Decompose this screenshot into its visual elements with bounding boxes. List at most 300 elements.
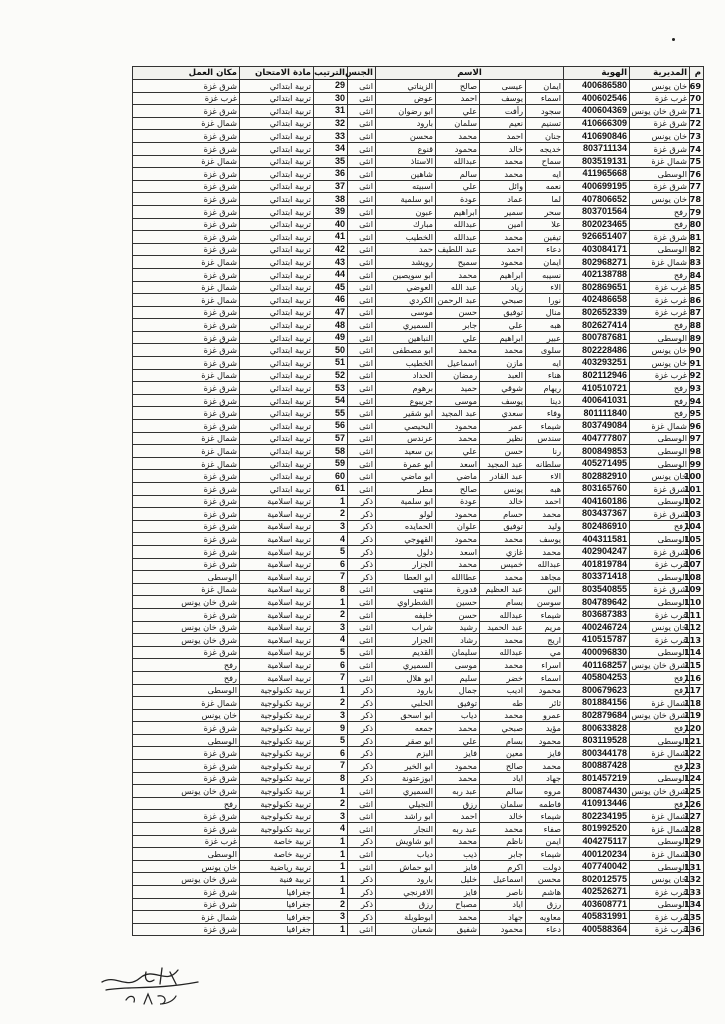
subject-cell: تربية تكنولوجية	[240, 734, 314, 747]
first-name-cell: ايه	[526, 357, 564, 370]
table-row	[133, 608, 704, 621]
header-workplace: مكان العمل	[133, 67, 240, 80]
row-number: 104	[690, 520, 704, 533]
row-number: 112	[690, 621, 704, 634]
directorate-cell: شرق غزة	[630, 180, 690, 193]
subject-cell: تربية اسلامية	[240, 558, 314, 571]
father-name-cell: عبد الحميد	[480, 621, 526, 634]
grandfather-name-cell: علي	[436, 331, 480, 344]
id-number-cell: 400602546	[564, 92, 630, 105]
id-number-cell: 800633828	[564, 722, 630, 735]
workplace-cell: شرق غزة	[133, 80, 240, 93]
directorate-cell: رفح	[630, 319, 690, 332]
table-row	[133, 571, 704, 584]
directorate-cell: رفح	[630, 382, 690, 395]
id-number-cell: 802228486	[564, 344, 630, 357]
subject-cell: تربية تكنولوجية	[240, 760, 314, 773]
gender-cell: انثى	[348, 268, 376, 281]
grandfather-name-cell: محمد	[436, 722, 480, 735]
rank-cell: 2	[314, 797, 348, 810]
rank-cell: 3	[314, 520, 348, 533]
id-number-cell: 400641031	[564, 394, 630, 407]
workplace-cell: شرق غزة	[133, 495, 240, 508]
grandfather-name-cell: حميد	[436, 382, 480, 395]
father-name-cell: عبد القادر	[480, 470, 526, 483]
table-row	[133, 205, 704, 218]
directorate-cell: الوسطى	[630, 432, 690, 445]
grandfather-name-cell: علي	[436, 105, 480, 118]
row-number: 85	[690, 281, 704, 294]
table-row	[133, 596, 704, 609]
rank-cell: 4	[314, 533, 348, 546]
family-name-cell: بارود	[376, 117, 436, 130]
row-number: 84	[690, 268, 704, 281]
rank-cell: 1	[314, 495, 348, 508]
id-number-cell: 405831991	[564, 911, 630, 924]
table-row	[133, 470, 704, 483]
grandfather-name-cell: محمود	[436, 760, 480, 773]
id-number-cell: 411965668	[564, 168, 630, 181]
header-directorate: المديرية	[630, 67, 690, 80]
id-number-cell: 803119528	[564, 734, 630, 747]
first-name-cell: شيماء	[526, 810, 564, 823]
rank-cell: 61	[314, 483, 348, 496]
workplace-cell: شرق غزة	[133, 420, 240, 433]
father-name-cell: حسام	[480, 508, 526, 521]
grandfather-name-cell: صالح	[436, 483, 480, 496]
first-name-cell: مروه	[526, 785, 564, 798]
directorate-cell: شرق غزة	[630, 483, 690, 496]
first-name-cell: لما	[526, 193, 564, 206]
father-name-cell: سمير	[480, 205, 526, 218]
family-name-cell: ابو سلمية	[376, 193, 436, 206]
rank-cell: 29	[314, 80, 348, 93]
row-number: 101	[690, 483, 704, 496]
row-number: 107	[690, 558, 704, 571]
workplace-cell: شرق غزة	[133, 218, 240, 231]
directorate-cell: خان يونس	[630, 621, 690, 634]
row-number: 94	[690, 394, 704, 407]
directorate-cell: الوسطى	[630, 243, 690, 256]
first-name-cell: عمرو	[526, 709, 564, 722]
directorate-cell: غرب غزة	[630, 608, 690, 621]
father-name-cell: محمد	[480, 571, 526, 584]
first-name-cell: دعاء	[526, 923, 564, 936]
workplace-cell: شرق غزة	[133, 142, 240, 155]
first-name-cell: محمد	[526, 545, 564, 558]
grandfather-name-cell: اسعد	[436, 545, 480, 558]
row-number: 113	[690, 634, 704, 647]
family-name-cell: ابو ماضي	[376, 470, 436, 483]
directorate-cell: خان يونس	[630, 873, 690, 886]
workplace-cell: شمال غزة	[133, 294, 240, 307]
table-row	[133, 281, 704, 294]
workplace-cell: الوسطى	[133, 734, 240, 747]
id-number-cell: 804789642	[564, 596, 630, 609]
father-name-cell: جابر	[480, 848, 526, 861]
directorate-cell: شرق غزة	[630, 142, 690, 155]
row-number: 116	[690, 671, 704, 684]
first-name-cell: احمد	[526, 495, 564, 508]
rank-cell: 52	[314, 369, 348, 382]
id-number-cell: 400120234	[564, 848, 630, 861]
id-number-cell: 407806652	[564, 193, 630, 206]
family-name-cell: ابو صقر	[376, 734, 436, 747]
rank-cell: 57	[314, 432, 348, 445]
table-row	[133, 130, 704, 143]
grandfather-name-cell: مصباح	[436, 898, 480, 911]
gender-cell: انثى	[348, 621, 376, 634]
row-number: 132	[690, 873, 704, 886]
first-name-cell: ثائر	[526, 697, 564, 710]
directorate-cell: رفح	[630, 218, 690, 231]
table-row	[133, 797, 704, 810]
grandfather-name-cell: عبد ربه	[436, 823, 480, 836]
grandfather-name-cell: عبد ربه	[436, 785, 480, 798]
table-row	[133, 911, 704, 924]
family-name-cell: الحلبي	[376, 697, 436, 710]
subject-cell: تربية اسلامية	[240, 571, 314, 584]
gender-cell: انثى	[348, 432, 376, 445]
table-row	[133, 168, 704, 181]
grandfather-name-cell: عبد الرحمن	[436, 294, 480, 307]
first-name-cell: شيماء	[526, 420, 564, 433]
row-number: 70	[690, 92, 704, 105]
id-number-cell: 801992520	[564, 823, 630, 836]
directorate-cell: رفح	[630, 797, 690, 810]
gender-cell: انثى	[348, 180, 376, 193]
directorate-cell: غرب غزة	[630, 558, 690, 571]
first-name-cell: سماح	[526, 155, 564, 168]
gender-cell: ذكر	[348, 571, 376, 584]
grandfather-name-cell: ماضي	[436, 470, 480, 483]
workplace-cell: شمال غزة	[133, 432, 240, 445]
subject-cell: تربية تكنولوجية	[240, 709, 314, 722]
subject-cell: تربية تكنولوجية	[240, 797, 314, 810]
gender-cell: انثى	[348, 92, 376, 105]
directorate-cell: خان يونس	[630, 80, 690, 93]
family-name-cell: مبارك	[376, 218, 436, 231]
directorate-cell: رفح	[630, 205, 690, 218]
first-name-cell: جنان	[526, 130, 564, 143]
family-name-cell: ابو شاويش	[376, 835, 436, 848]
rank-cell: 1	[314, 873, 348, 886]
gender-cell: انثى	[348, 420, 376, 433]
gender-cell: انثى	[348, 382, 376, 395]
rank-cell: 35	[314, 155, 348, 168]
grandfather-name-cell: جابر	[436, 319, 480, 332]
table-row	[133, 848, 704, 861]
row-number: 95	[690, 407, 704, 420]
row-number: 99	[690, 457, 704, 470]
subject-cell: تربية تكنولوجية	[240, 722, 314, 735]
grandfather-name-cell: محمود	[436, 508, 480, 521]
gender-cell: انثى	[348, 659, 376, 672]
family-name-cell: ابو سلمية	[376, 495, 436, 508]
family-name-cell: الخطيب	[376, 231, 436, 244]
gender-cell: انثى	[348, 344, 376, 357]
gender-cell: انثى	[348, 596, 376, 609]
gender-cell: انثى	[348, 848, 376, 861]
first-name-cell: مريم	[526, 621, 564, 634]
grandfather-name-cell: فايز	[436, 860, 480, 873]
directorate-cell: غرب غزة	[630, 306, 690, 319]
id-number-cell: 403293251	[564, 357, 630, 370]
gender-cell: انثى	[348, 80, 376, 93]
table-row	[133, 684, 704, 697]
father-name-cell: نعيم	[480, 117, 526, 130]
directorate-cell: شرق خان يونس	[630, 785, 690, 798]
first-name-cell: يوسف	[526, 533, 564, 546]
workplace-cell: شرق غزة	[133, 520, 240, 533]
gender-cell: انثى	[348, 407, 376, 420]
gender-cell: انثى	[348, 797, 376, 810]
workplace-cell: شرق غزة	[133, 130, 240, 143]
family-name-cell: السميري	[376, 785, 436, 798]
family-name-cell: قنوع	[376, 142, 436, 155]
id-number-cell: 802869651	[564, 281, 630, 294]
grandfather-name-cell: دياب	[436, 709, 480, 722]
row-number: 109	[690, 583, 704, 596]
family-name-cell: عرندس	[376, 432, 436, 445]
gender-cell: انثى	[348, 105, 376, 118]
first-name-cell: اريج	[526, 634, 564, 647]
first-name-cell: هاشم	[526, 886, 564, 899]
father-name-cell: يوسف	[480, 92, 526, 105]
gender-cell: انثى	[348, 860, 376, 873]
handwritten-signature	[96, 960, 206, 1008]
grandfather-name-cell: سليمان	[436, 646, 480, 659]
table-row	[133, 898, 704, 911]
first-name-cell: الاء	[526, 470, 564, 483]
family-name-cell: الزيناتي	[376, 80, 436, 93]
subject-cell: تربية ابتدائي	[240, 357, 314, 370]
table-row	[133, 785, 704, 798]
id-number-cell: 402526271	[564, 886, 630, 899]
directorate-cell: الوسطى	[630, 533, 690, 546]
family-name-cell: دياب	[376, 848, 436, 861]
first-name-cell: سجود	[526, 105, 564, 118]
family-name-cell: البزم	[376, 747, 436, 760]
gender-cell: ذكر	[348, 835, 376, 848]
directorate-cell: الوسطى	[630, 898, 690, 911]
subject-cell: تربية اسلامية	[240, 533, 314, 546]
family-name-cell: ابوطويلة	[376, 911, 436, 924]
subject-cell: تربية ابتدائي	[240, 319, 314, 332]
workplace-cell: شرق غزة	[133, 823, 240, 836]
first-name-cell: هبه	[526, 319, 564, 332]
directorate-cell: شمال غزة	[630, 810, 690, 823]
table-row	[133, 671, 704, 684]
row-number: 89	[690, 331, 704, 344]
rank-cell: 6	[314, 558, 348, 571]
gender-cell: انثى	[348, 445, 376, 458]
directorate-cell: شمال غزة	[630, 155, 690, 168]
rank-cell: 37	[314, 180, 348, 193]
id-number-cell: 802112946	[564, 369, 630, 382]
rank-cell: 2	[314, 697, 348, 710]
rank-cell: 33	[314, 130, 348, 143]
family-name-cell: موسى	[376, 306, 436, 319]
gender-cell: انثى	[348, 218, 376, 231]
id-number-cell: 405804253	[564, 671, 630, 684]
row-number: 127	[690, 810, 704, 823]
rank-cell: 2	[314, 508, 348, 521]
row-number: 96	[690, 420, 704, 433]
rank-cell: 38	[314, 193, 348, 206]
rank-cell: 31	[314, 105, 348, 118]
father-name-cell: بسام	[480, 734, 526, 747]
grandfather-name-cell: رمضان	[436, 369, 480, 382]
directorate-cell: الوسطى	[630, 445, 690, 458]
father-name-cell: ابراهيم	[480, 331, 526, 344]
family-name-cell: ابو الخير	[376, 760, 436, 773]
row-number: 78	[690, 193, 704, 206]
father-name-cell: محمود	[480, 256, 526, 269]
rank-cell: 1	[314, 596, 348, 609]
subject-cell: تربية اسلامية	[240, 634, 314, 647]
grandfather-name-cell: توفيق	[436, 697, 480, 710]
rank-cell: 7	[314, 571, 348, 584]
grandfather-name-cell: علي	[436, 734, 480, 747]
family-name-cell: الجزار	[376, 558, 436, 571]
table-row	[133, 180, 704, 193]
father-name-cell: محمد	[480, 634, 526, 647]
rank-cell: 1	[314, 684, 348, 697]
workplace-cell: شرق غزة	[133, 205, 240, 218]
first-name-cell: عبدالله	[526, 558, 564, 571]
table-row	[133, 697, 704, 710]
family-name-cell: الاستاذ	[376, 155, 436, 168]
id-number-cell: 800874430	[564, 785, 630, 798]
row-number: 130	[690, 848, 704, 861]
directorate-cell: خان يونس	[630, 344, 690, 357]
row-number: 106	[690, 545, 704, 558]
gender-cell: انثى	[348, 671, 376, 684]
id-number-cell: 801457219	[564, 772, 630, 785]
father-name-cell: محمد	[480, 823, 526, 836]
row-number: 73	[690, 130, 704, 143]
gender-cell: انثى	[348, 583, 376, 596]
row-number: 115	[690, 659, 704, 672]
rank-cell: 39	[314, 205, 348, 218]
first-name-cell: شيماء	[526, 848, 564, 861]
row-number: 81	[690, 231, 704, 244]
subject-cell: تربية ابتدائي	[240, 457, 314, 470]
rank-cell: 2	[314, 608, 348, 621]
rank-cell: 32	[314, 117, 348, 130]
directorate-cell: خان يونس	[630, 357, 690, 370]
id-number-cell: 410515787	[564, 634, 630, 647]
gender-cell: انثى	[348, 394, 376, 407]
row-number: 100	[690, 470, 704, 483]
table-row	[133, 457, 704, 470]
father-name-cell: خالد	[480, 495, 526, 508]
id-number-cell: 401168257	[564, 659, 630, 672]
header-name: الاسم	[376, 67, 564, 80]
gender-cell: انثى	[348, 306, 376, 319]
id-number-cell: 410510721	[564, 382, 630, 395]
family-name-cell: جمعه	[376, 722, 436, 735]
rank-cell: 9	[314, 722, 348, 735]
rank-cell: 1	[314, 835, 348, 848]
directorate-cell: رفح	[630, 671, 690, 684]
row-number: 134	[690, 898, 704, 911]
family-name-cell: شاهين	[376, 168, 436, 181]
first-name-cell: الاء	[526, 281, 564, 294]
workplace-cell: شرق غزة	[133, 470, 240, 483]
family-name-cell: القهوجي	[376, 533, 436, 546]
rank-cell: 2	[314, 898, 348, 911]
id-number-cell: 800679623	[564, 684, 630, 697]
father-name-cell: وائل	[480, 180, 526, 193]
subject-cell: تربية ابتدائي	[240, 294, 314, 307]
family-name-cell: مطر	[376, 483, 436, 496]
exam-staff-table	[132, 66, 704, 936]
id-number-cell: 404311581	[564, 533, 630, 546]
table-row	[133, 193, 704, 206]
first-name-cell: دينا	[526, 394, 564, 407]
family-name-cell: دلول	[376, 545, 436, 558]
table-row	[133, 583, 704, 596]
gender-cell: ذكر	[348, 772, 376, 785]
workplace-cell: رفح	[133, 797, 240, 810]
grandfather-name-cell: حسن	[436, 306, 480, 319]
id-number-cell: 403608771	[564, 898, 630, 911]
subject-cell: تربية ابتدائي	[240, 168, 314, 181]
workplace-cell: شرق غزة	[133, 558, 240, 571]
family-name-cell: الخطيب	[376, 357, 436, 370]
father-name-cell: محمد	[480, 533, 526, 546]
rank-cell: 5	[314, 646, 348, 659]
rank-cell: 51	[314, 357, 348, 370]
grandfather-name-cell: سالم	[436, 168, 480, 181]
grandfather-name-cell: محمود	[436, 533, 480, 546]
family-name-cell: شراب	[376, 621, 436, 634]
rank-cell: 30	[314, 92, 348, 105]
first-name-cell: سندس	[526, 432, 564, 445]
workplace-cell: شرق غزة	[133, 168, 240, 181]
family-name-cell: جريبوع	[376, 394, 436, 407]
row-number: 105	[690, 533, 704, 546]
family-name-cell: القديم	[376, 646, 436, 659]
gender-cell: انثى	[348, 168, 376, 181]
id-number-cell: 402138788	[564, 268, 630, 281]
workplace-cell: شمال غزة	[133, 369, 240, 382]
father-name-cell: طه	[480, 697, 526, 710]
id-number-cell: 801884156	[564, 697, 630, 710]
grandfather-name-cell: موسى	[436, 659, 480, 672]
gender-cell: ذكر	[348, 886, 376, 899]
grandfather-name-cell: عبد المجيد	[436, 407, 480, 420]
father-name-cell: يوسف	[480, 394, 526, 407]
first-name-cell: مؤيد	[526, 722, 564, 735]
father-name-cell: محمد	[480, 168, 526, 181]
first-name-cell: ريهام	[526, 382, 564, 395]
family-name-cell: حمد	[376, 243, 436, 256]
workplace-cell: شرق خان يونس	[133, 785, 240, 798]
subject-cell: تربية اسلامية	[240, 508, 314, 521]
directorate-cell: غرب غزة	[630, 281, 690, 294]
directorate-cell: شمال غزة	[630, 823, 690, 836]
table-row	[133, 382, 704, 395]
father-name-cell: سلمان	[480, 797, 526, 810]
grandfather-name-cell: رزق	[436, 797, 480, 810]
table-row	[133, 495, 704, 508]
father-name-cell: عبد المجيد	[480, 457, 526, 470]
grandfather-name-cell: محمد	[436, 344, 480, 357]
table-row	[133, 369, 704, 382]
